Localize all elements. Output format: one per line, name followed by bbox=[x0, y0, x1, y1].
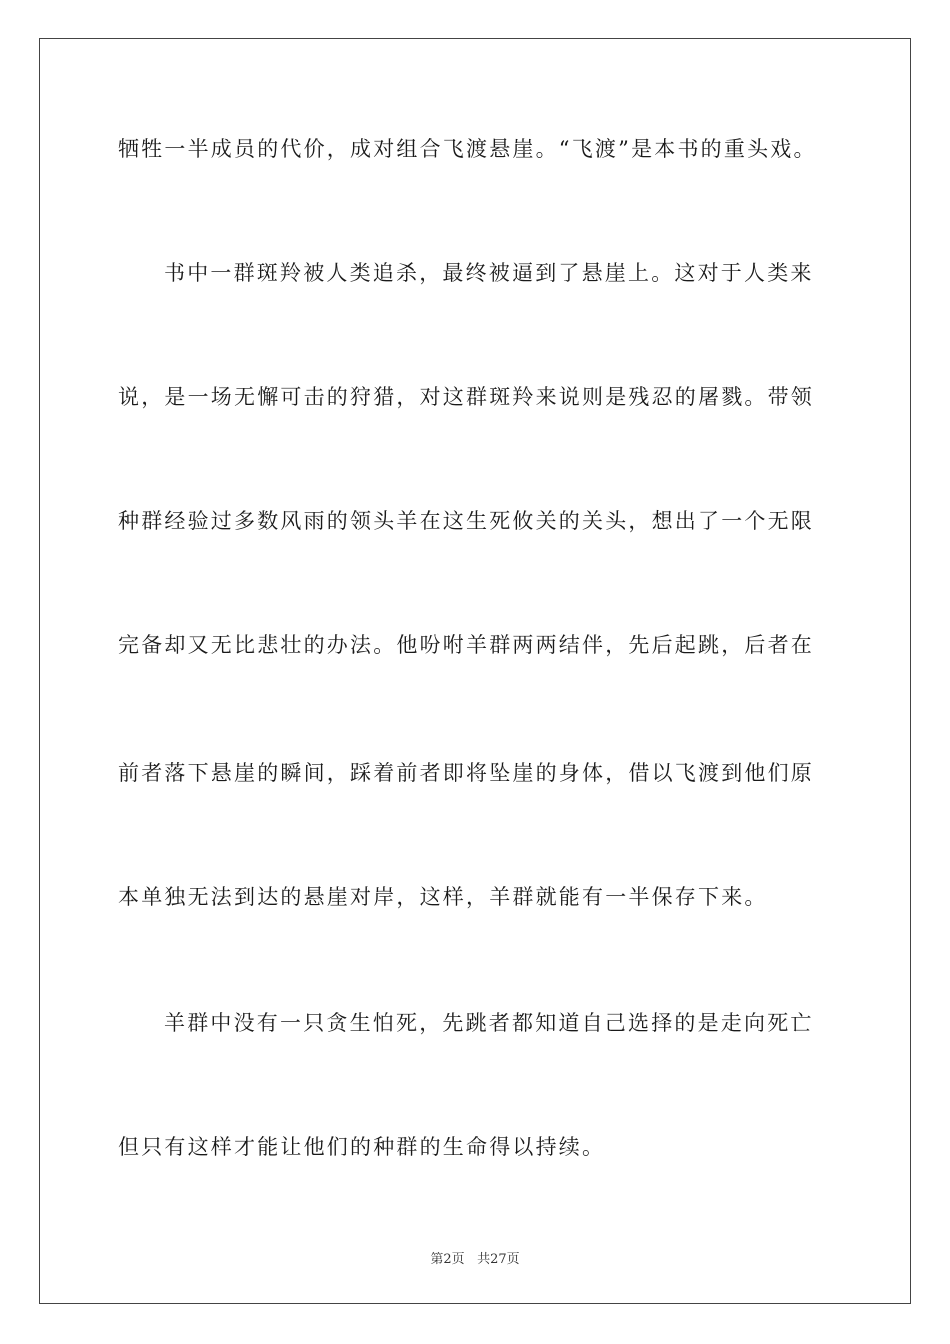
page-footer bbox=[0, 1248, 950, 1267]
text-line: 但只有这样才能让他们的种群的生命得以持续。 bbox=[118, 1135, 606, 1159]
paragraph-start-line: 羊群中没有一只贪生怕死，先跳者都知道自己选择的是走向死亡 bbox=[164, 1011, 814, 1035]
page-border bbox=[39, 38, 911, 1304]
page-number: 第2页 bbox=[430, 1252, 465, 1267]
text-line: 种群经验过多数风雨的领头羊在这生死攸关的关头，想出了一个无限 bbox=[118, 509, 814, 533]
page-total: 共27页 bbox=[477, 1252, 520, 1267]
text-line: 前者落下悬崖的瞬间，踩着前者即将坠崖的身体，借以飞渡到他们原 bbox=[118, 761, 814, 785]
text-line: 说，是一场无懈可击的狩猎，对这群斑羚来说则是残忍的屠戮。带领 bbox=[118, 385, 814, 409]
text-line: 牺牲一半成员的代价，成对组合飞渡悬崖。“飞渡”是本书的重头戏。 bbox=[118, 137, 817, 161]
text-line: 完备却又无比悲壮的办法。他吩咐羊群两两结伴，先后起跳，后者在 bbox=[118, 633, 814, 657]
paragraph-start-line: 书中一群斑羚被人类追杀，最终被逼到了悬崖上。这对于人类来 bbox=[164, 261, 814, 285]
text-line: 本单独无法到达的悬崖对岸，这样，羊群就能有一半保存下来。 bbox=[118, 885, 768, 909]
